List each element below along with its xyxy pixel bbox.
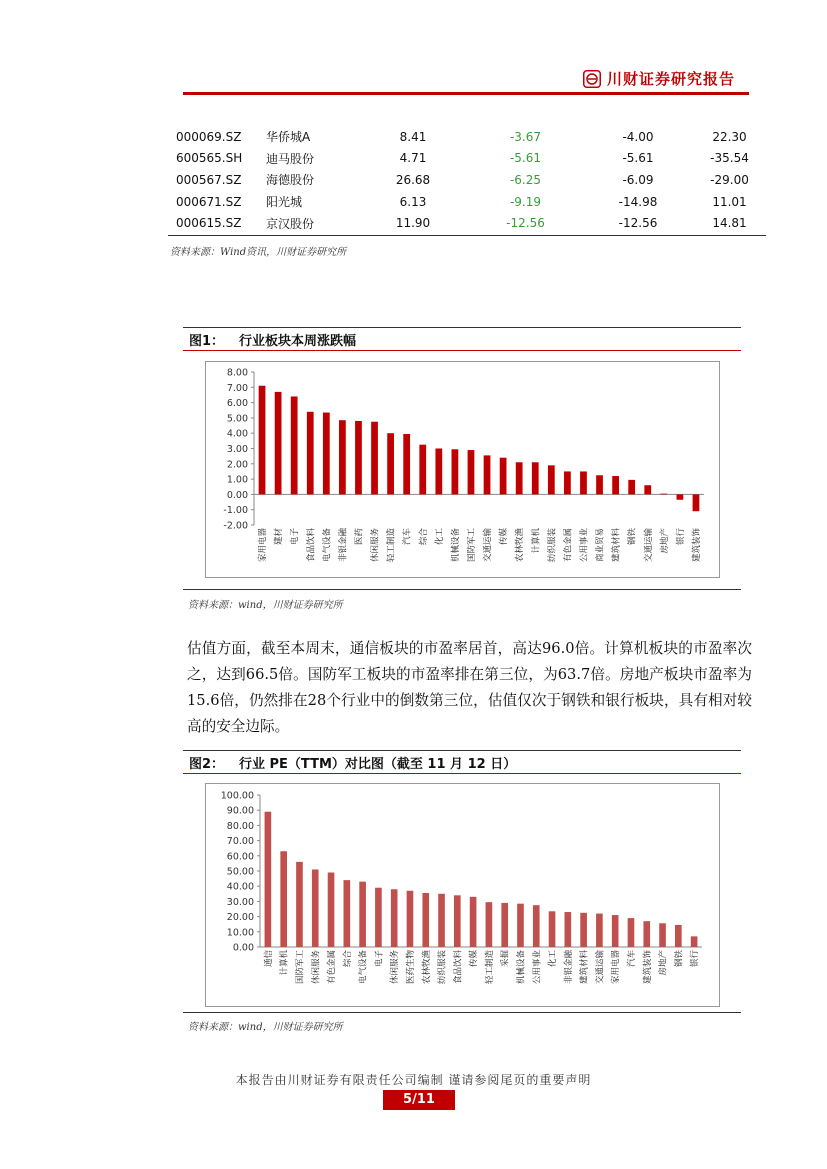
chart1-category-label: 电子 [290,528,301,546]
table-row [168,169,766,191]
chart2-bar [643,921,650,947]
chart1-ytick-label: 5.00 [226,413,248,425]
chart1-category-label: 农林牧渔 [515,528,526,563]
price-cell: 6.13 [399,194,427,209]
figure1-source: 资料来源：wind，川财证券研究所 [188,600,343,611]
chart1-category-label: 化工 [434,528,445,546]
chart1-bar [403,434,410,494]
weekly-change-cell: -5.61 [509,151,542,166]
footer-disclaimer: 本报告由川财证券有限责任公司编制 谨请参阅尾页的重要声明 [235,1073,592,1087]
chart1-bar [419,445,426,495]
chart2-bar [454,895,461,947]
chart1-category-label: 综合 [418,528,429,546]
chart2-bar [265,812,272,947]
figure1-chart [205,361,720,578]
chart2-category-label: 钢铁 [674,950,685,968]
chart1-category-label: 银行 [675,528,686,546]
chart2-bar [375,888,382,947]
monthly-change-cell: -12.56 [618,216,658,231]
figure2-label: 图2： [189,756,225,772]
chart2-bar [407,891,414,947]
chart1-bar [291,396,298,494]
chart2-ytick-label: 100.00 [220,790,254,802]
chart2-category-label: 轻工制造 [484,950,495,985]
chart1-category-label: 有色金属 [563,528,574,563]
chart1-category-label: 传媒 [499,528,510,546]
chart1-ytick-label: -2.00 [223,520,248,532]
chart1-ytick-label: 6.00 [226,398,248,410]
chart2-category-label: 建筑材料 [579,950,590,985]
figure2-chart-svg [206,784,719,1006]
figure1-label: 图1： [189,333,225,349]
chart2-category-label: 化工 [548,950,559,968]
chart2-category-label: 休闲服务 [311,950,322,985]
chart2-bar [628,918,635,947]
chart2-ytick-label: 90.00 [226,805,254,817]
table-bottom-rule [168,235,766,236]
chart2-bar [659,923,666,947]
ytd-change-cell: 22.30 [712,129,747,144]
price-cell: 26.68 [395,172,431,187]
chart1-ytick-label: 2.00 [226,459,248,471]
price-cell: 11.90 [395,216,431,231]
chart2-bar [438,894,445,947]
chart1-ytick-label: 0.00 [226,489,248,501]
figure2-title-bar [183,750,741,774]
chart1-bar [532,462,539,494]
chart1-category-label: 医药 [354,528,365,546]
ytd-change-cell: 14.81 [712,216,747,231]
chart1-bar [564,471,571,494]
chart2-bar [486,902,493,947]
stock-name-cell: 华侨城A [266,130,311,145]
chart2-bar [359,882,366,947]
chart2-bar [675,925,682,947]
weekly-change-cell: -6.25 [509,172,542,187]
chart1-category-label: 钢铁 [627,528,638,546]
price-cell: 4.71 [399,151,427,166]
chart2-bar [422,893,429,947]
figure1-chart-svg [206,362,719,577]
weekly-change-cell: -12.56 [506,216,545,231]
chart1-category-label: 交通运输 [483,528,494,563]
chart2-ytick-label: 60.00 [226,851,254,863]
chart1-bar [484,455,491,494]
chart2-category-label: 房地产 [658,950,669,976]
chart2-bar [691,936,698,947]
chart2-category-label: 非银金融 [563,950,574,985]
stock-code-cell: 000069.SZ [176,129,242,144]
chart2-bar [565,912,572,947]
chart1-bar [644,485,651,494]
chart2-bar [296,862,303,947]
chart1-bar [387,433,394,494]
chart2-category-label: 公用事业 [532,950,543,985]
chart1-bar [612,476,619,494]
chart1-category-label: 商业贸易 [595,528,606,563]
figure2-chart [205,783,720,1007]
chart1-bar [275,392,282,495]
chart2-bar [344,880,351,947]
page-number: 5/11 [383,1090,455,1110]
stock-name-cell: 京汉股份 [266,216,315,231]
chart1-category-label: 纺织服装 [547,528,558,563]
table-source: 资料来源：Wind资讯，川财证券研究所 [170,247,347,258]
chart2-category-label: 农林牧渔 [421,950,432,985]
chart1-category-label: 计算机 [531,528,542,554]
valuation-paragraph: 估值方面，截至本周末，通信板块的市盈率居首，高达96.0倍。计算机板块的市盈率次之，达到66.5倍。国防军工板块的市盈率排在第三位，为63.7倍。房地产板块市盈率为15.6倍，仍然排在28个行业中的倒数第三位，估值仅次于钢铁和银行板块，具有相对较高的安全边际。 [187,640,752,735]
stock-code-cell: 600565.SH [176,151,243,166]
figure2-title: 行业 PE（TTM）对比图（截至 11 月 12 日） [239,756,517,772]
chart1-bar [628,480,635,495]
chart2-category-label: 交通运输 [595,950,606,985]
chart1-ytick-label: 7.00 [226,382,248,394]
chart1-ytick-label: 3.00 [226,444,248,455]
report-header-brand [583,68,735,89]
chart2-category-label: 银行 [690,950,701,968]
stock-name-cell: 阳光城 [266,195,303,210]
chart1-category-label: 汽车 [402,528,413,546]
stock-code-cell: 000615.SZ [176,216,242,231]
chart2-category-label: 传媒 [469,950,480,968]
chart1-bar [516,462,523,494]
chart1-bar [660,494,667,495]
chart2-category-label: 机械设备 [516,950,527,985]
figure1-title-bar [183,327,741,351]
chart2-ytick-label: 70.00 [226,836,254,848]
chart1-category-label: 休闲服务 [370,528,381,563]
monthly-change-cell: -4.00 [622,129,654,144]
chart2-bar [470,897,477,947]
chart1-bar [468,450,475,494]
stock-table [168,126,766,234]
ytd-change-cell: 11.01 [712,194,747,209]
chart1-category-label: 食品饮料 [306,528,317,563]
chart1-bar [307,412,314,495]
chart2-bar [501,903,508,947]
chart2-category-label: 电子 [374,950,385,968]
chart1-bar [259,386,266,495]
chart2-category-label: 医药生物 [405,950,416,985]
chart2-category-label: 综合 [342,950,353,968]
table-row [168,212,766,234]
chart2-bar [533,905,540,947]
monthly-change-cell: -5.61 [622,151,654,166]
chart1-ytick-label: 4.00 [226,428,248,440]
chart1-category-label: 家用电器 [258,528,269,563]
ytd-change-cell: -35.54 [710,151,749,166]
stock-name-cell: 海德股份 [266,173,315,188]
chart2-category-label: 休闲服务 [390,950,401,985]
table-row [168,191,766,213]
chart2-category-label: 纺织服装 [437,950,448,985]
chart2-bar [391,889,398,947]
header-rule [183,92,749,95]
chart2-ytick-label: 20.00 [226,912,254,924]
monthly-change-cell: -6.09 [622,172,654,187]
figure2-bottom-rule [183,1012,741,1013]
chart2-ytick-label: 30.00 [226,896,254,908]
chart1-bar [500,458,507,495]
chart2-category-label: 食品饮料 [453,950,464,985]
price-cell: 8.41 [399,129,427,144]
stock-code-cell: 000671.SZ [176,194,242,209]
chart1-bar [677,494,684,499]
chart1-bar [596,475,603,494]
chart1-category-label: 国防军工 [466,528,477,563]
chart2-category-label: 采掘 [500,950,511,968]
chart2-ytick-label: 50.00 [226,866,254,878]
stock-code-cell: 000567.SZ [176,172,242,187]
chart2-bar [580,913,587,947]
chart1-bar [435,449,442,495]
chart1-category-label: 交通运输 [643,528,654,563]
chart1-category-label: 建材 [274,528,285,546]
weekly-change-cell: -9.19 [509,194,542,209]
chart2-bar [517,904,524,947]
ytd-change-cell: -29.00 [710,172,749,187]
chart1-bar [355,421,362,494]
chart2-category-label: 国防军工 [295,950,306,985]
monthly-change-cell: -14.98 [618,194,658,209]
chart1-ytick-label: 1.00 [226,474,248,486]
chart2-category-label: 计算机 [279,950,290,976]
figure2-source: 资料来源：wind，川财证券研究所 [188,1022,343,1033]
table-row [168,126,766,148]
chart1-category-label: 公用事业 [579,528,590,563]
chart2-ytick-label: 40.00 [226,881,254,893]
chart2-category-label: 建筑装饰 [642,950,653,985]
brand-logo-icon [583,70,601,88]
chart1-bar [548,465,555,494]
figure1-bottom-rule [183,589,741,590]
chart2-bar [612,915,619,947]
chart1-bar [580,471,587,494]
chart2-ytick-label: 80.00 [226,820,254,832]
chart2-bar [596,914,603,947]
chart1-category-label: 非银金融 [338,528,349,563]
chart1-category-label: 建筑装饰 [691,528,702,563]
chart1-bar [371,422,378,495]
chart2-bar [280,851,287,947]
chart2-category-label: 有色金属 [327,950,338,985]
chart2-bar [312,869,319,947]
chart1-ytick-label: 8.00 [226,367,248,379]
chart2-ytick-label: 10.00 [226,927,254,939]
chart2-category-label: 汽车 [626,950,637,968]
chart2-bar [328,873,335,947]
chart2-category-label: 家用电器 [611,950,622,985]
chart1-category-label: 机械设备 [450,528,461,563]
chart2-ytick-label: 0.00 [232,942,254,954]
chart2-category-label: 电气设备 [358,950,369,985]
chart1-bar [693,494,700,511]
chart1-category-label: 建筑材料 [611,528,622,563]
chart1-ytick-label: -1.00 [223,505,248,517]
chart1-category-label: 电气设备 [322,528,333,563]
stock-name-cell: 迪马股份 [266,151,315,166]
chart1-bar [452,449,459,494]
chart1-category-label: 轻工制造 [386,528,397,563]
chart2-bar [549,911,556,947]
table-row [168,148,766,170]
chart1-bar [323,413,330,495]
chart1-category-label: 房地产 [659,528,670,554]
brand-name: 川财证券研究报告 [607,70,736,88]
figure1-title: 行业板块本周涨跌幅 [239,333,357,349]
chart2-category-label: 通信 [263,950,274,968]
chart1-bar [339,420,346,494]
weekly-change-cell: -3.67 [509,129,542,144]
